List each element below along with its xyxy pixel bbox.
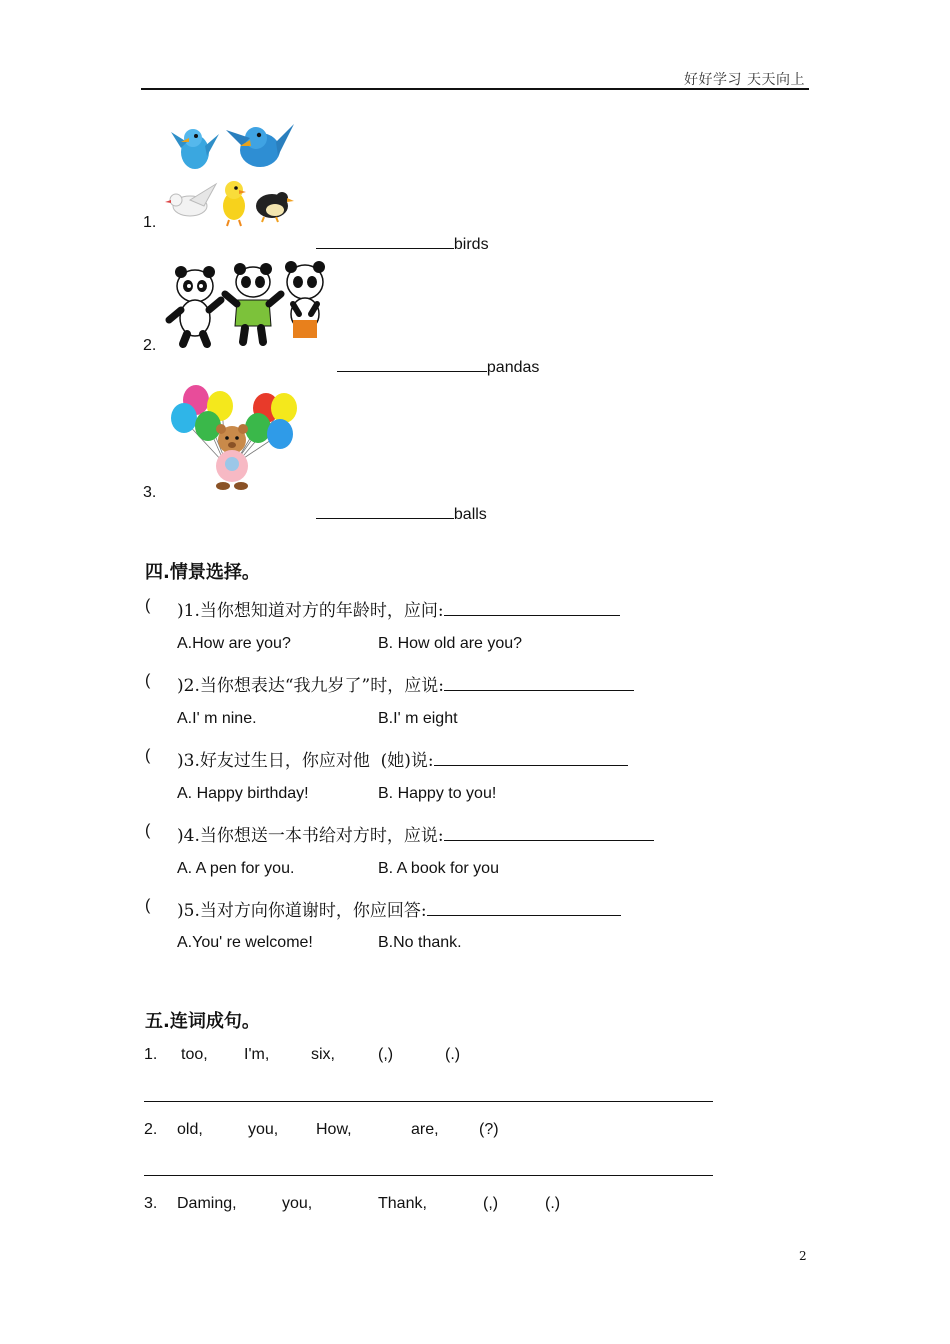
q1-prompt: )1.当你想知道对方的年龄时，应问: xyxy=(177,596,620,621)
q4-option-a: A. A pen for you. xyxy=(177,860,295,877)
q2-prompt: )2.当你想表达“我九岁了”时，应说: xyxy=(177,671,634,696)
q4-prompt: )4.当你想送一本书给对方时，应说: xyxy=(177,821,654,846)
s5-item-3-word: Daming, xyxy=(177,1195,237,1212)
q5-option-b: B.No thank. xyxy=(378,934,462,951)
s5-item-3-word: Thank, xyxy=(378,1195,427,1212)
s5-item-2-word: you, xyxy=(248,1121,279,1138)
s5-item-3-number: 3. xyxy=(144,1195,158,1212)
q5-paren[interactable]: ( xyxy=(145,897,151,914)
s5-item-1-word: (.) xyxy=(445,1046,461,1063)
balloons-illustration xyxy=(168,384,303,494)
s5-item-2-word: old, xyxy=(177,1121,203,1138)
item-1-word: birds xyxy=(453,236,489,253)
q2-option-a: A.I' m nine. xyxy=(177,710,257,727)
q4-option-b: B. A book for you xyxy=(378,860,499,877)
q1-option-a: A.How are you? xyxy=(177,635,291,652)
q5-option-a: A.You' re welcome! xyxy=(177,934,313,951)
item-2-answer xyxy=(328,337,539,377)
q3-option-a: A. Happy birthday! xyxy=(177,785,309,802)
section-4-title: 四.情景选择。 xyxy=(145,562,260,583)
item-1-number: 1. xyxy=(143,214,157,231)
item-3-number: 3. xyxy=(143,484,157,501)
q3-option-b: B. Happy to you! xyxy=(378,785,497,802)
q1-blank[interactable] xyxy=(444,599,620,616)
q2-option-b: B.I' m eight xyxy=(378,710,458,727)
page-number: 2 xyxy=(799,1249,807,1263)
q4-paren[interactable]: ( xyxy=(145,822,151,839)
s5-item-2-word: are, xyxy=(411,1121,439,1138)
q2-paren[interactable]: ( xyxy=(145,672,151,689)
s5-item-2-number: 2. xyxy=(144,1121,158,1138)
item-2-number: 2. xyxy=(143,337,157,354)
q5-blank[interactable] xyxy=(427,899,621,916)
s5-item-3-word: (.) xyxy=(545,1195,561,1212)
answer-blank[interactable] xyxy=(337,355,487,372)
pandas-illustration xyxy=(165,262,335,352)
answer-blank[interactable] xyxy=(316,232,454,249)
q3-prompt: )3.好友过生日，你应对他 (她)说: xyxy=(177,746,628,771)
q1-option-b: B. How old are you? xyxy=(378,635,523,652)
item-2-word: pandas xyxy=(486,359,540,376)
q4-blank[interactable] xyxy=(444,824,654,841)
s5-item-2-word: How, xyxy=(316,1121,352,1138)
s5-item-2-answer-line[interactable] xyxy=(144,1175,713,1176)
header-slogan: 好好学习 天天向上 xyxy=(684,72,805,88)
answer-blank[interactable] xyxy=(316,502,454,519)
s5-item-1-word: (,) xyxy=(378,1046,394,1063)
q1-paren[interactable]: ( xyxy=(145,597,151,614)
q3-paren[interactable]: ( xyxy=(145,747,151,764)
s5-item-1-word: I'm, xyxy=(244,1046,270,1063)
item-1-answer xyxy=(307,214,489,254)
s5-item-3-word: you, xyxy=(282,1195,313,1212)
q2-blank[interactable] xyxy=(444,674,634,691)
q3-blank[interactable] xyxy=(434,749,628,766)
section-5-title: 五.连词成句。 xyxy=(145,1011,260,1032)
birds-illustration xyxy=(160,120,300,230)
s5-item-3-word: (,) xyxy=(483,1195,499,1212)
s5-item-1-word: too, xyxy=(181,1046,208,1063)
s5-item-1-word: six, xyxy=(311,1046,335,1063)
item-3-word: balls xyxy=(453,506,487,523)
header-rule xyxy=(141,88,809,90)
s5-item-1-answer-line[interactable] xyxy=(144,1101,713,1102)
s5-item-1-number: 1. xyxy=(144,1046,158,1063)
item-3-answer xyxy=(307,484,487,524)
q5-prompt: )5.当对方向你道谢时，你应回答: xyxy=(177,896,621,921)
s5-item-2-word: (?) xyxy=(479,1121,499,1138)
